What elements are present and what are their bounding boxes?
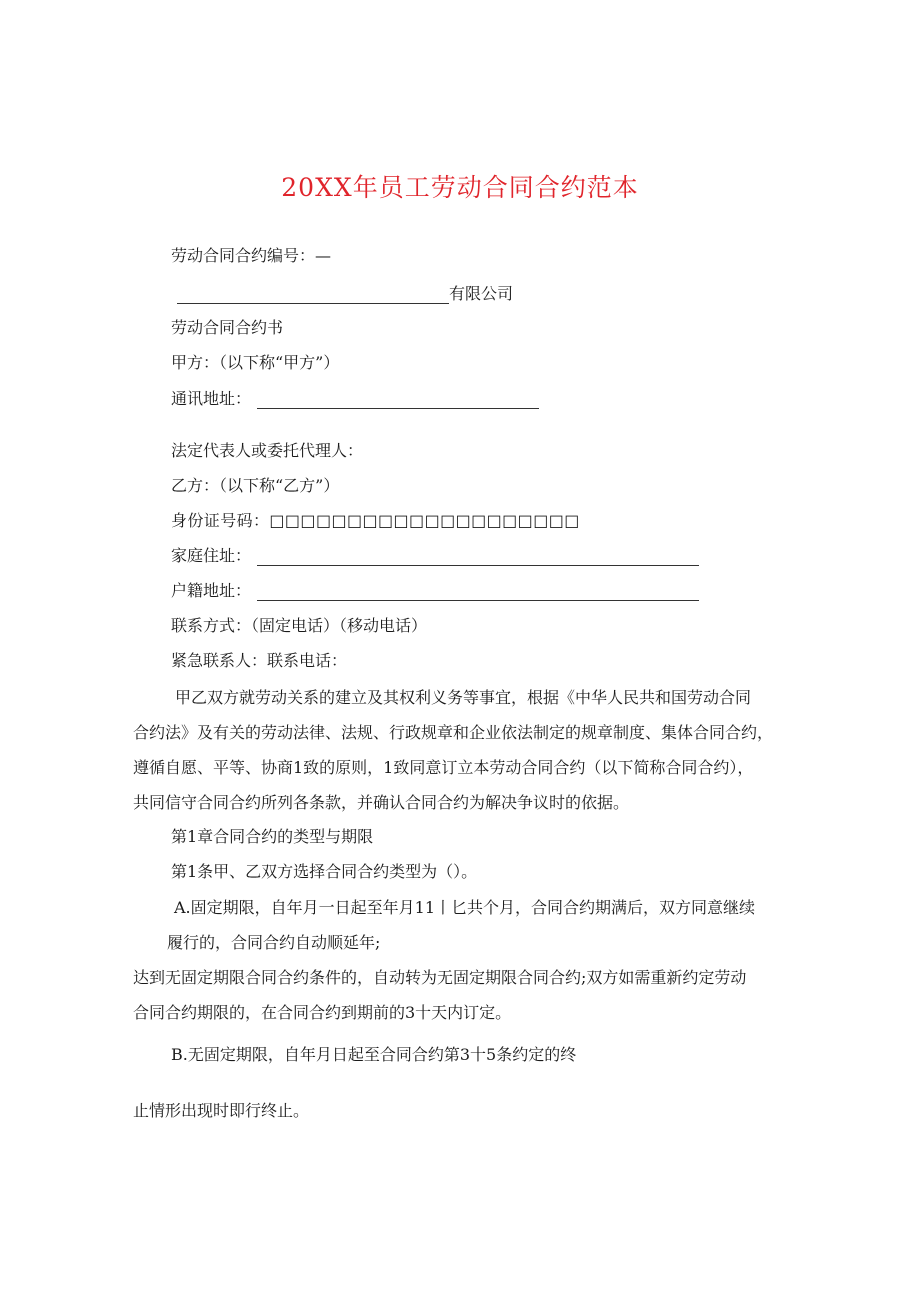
home-label: 家庭住址： <box>171 546 252 565</box>
fixed-note-line2: 合同合约期限的，在合同合约到期前的3十天内订定。 <box>133 1003 512 1022</box>
article-1: 第1条甲、乙双方选择合同合约类型为（）。 <box>171 862 478 881</box>
option-a-line2: 履行的，合同合约自动顺延年; <box>167 933 381 952</box>
emergency-contact: 紧急联系人：联系电话： <box>171 651 348 670</box>
party-a-label: 甲方：（以下称“甲方”） <box>171 353 340 372</box>
contract-number: 劳动合同合约编号：— <box>171 246 332 265</box>
party-a-address <box>171 389 539 409</box>
home-blank <box>257 551 699 566</box>
preamble-line: 甲乙双方就劳动关系的建立及其权利义务等事宜，根据《中华人民共和国劳动合同 <box>175 688 752 707</box>
company-suffix: 有限公司 <box>449 284 514 303</box>
preamble-line: 遵循自愿、平等、协商1致的原则，1致同意订立本劳动合同合约（以下简称合同合约）， <box>133 758 754 777</box>
party-b-label: 乙方：（以下称“乙方”） <box>171 476 340 495</box>
id-number: 身份证号码：□□□□□□□□□□□□□□□□□□□□ <box>171 511 580 530</box>
chapter-heading: 第1章合同合约的类型与期限 <box>171 827 374 846</box>
company-blank <box>177 289 449 304</box>
contact-info: 联系方式：（固定电话）（移动电话） <box>171 616 428 635</box>
fixed-note-line1: 达到无固定期限合同合约条件的，自动转为无固定期限合同合约;双方如需重新约定劳动 <box>133 968 747 987</box>
option-b-end: 止情形出现时即行终止。 <box>133 1101 310 1120</box>
preamble-line: 合约法》及有关的劳动法律、法规、行政规章和企业依法制定的规章制度、集体合同合约， <box>133 723 774 742</box>
option-a-line1: A.固定期限，自年月一日起至年月11丨匕共个月，合同合约期满后，双方同意继续 <box>174 898 756 917</box>
hukou-label: 户籍地址： <box>171 581 252 600</box>
preamble-line: 共同信守合同合约所列各条款，并确认合同合约为解决争议时的依据。 <box>133 793 630 812</box>
hukou-blank <box>257 586 699 601</box>
address-blank <box>257 394 539 409</box>
option-b: B.无固定期限，自年月日起至合同合约第3十5条约定的终 <box>171 1045 577 1064</box>
company-line <box>177 284 513 304</box>
document-title: 20XX年员工劳动合同合约范本 <box>281 173 639 202</box>
contract-book-label: 劳动合同合约书 <box>171 318 284 337</box>
preamble-paragraph <box>133 680 793 820</box>
hukou-address <box>171 581 699 601</box>
address-label: 通讯地址： <box>171 389 252 408</box>
party-a-representative: 法定代表人或委托代理人： <box>171 441 364 460</box>
home-address <box>171 546 699 566</box>
